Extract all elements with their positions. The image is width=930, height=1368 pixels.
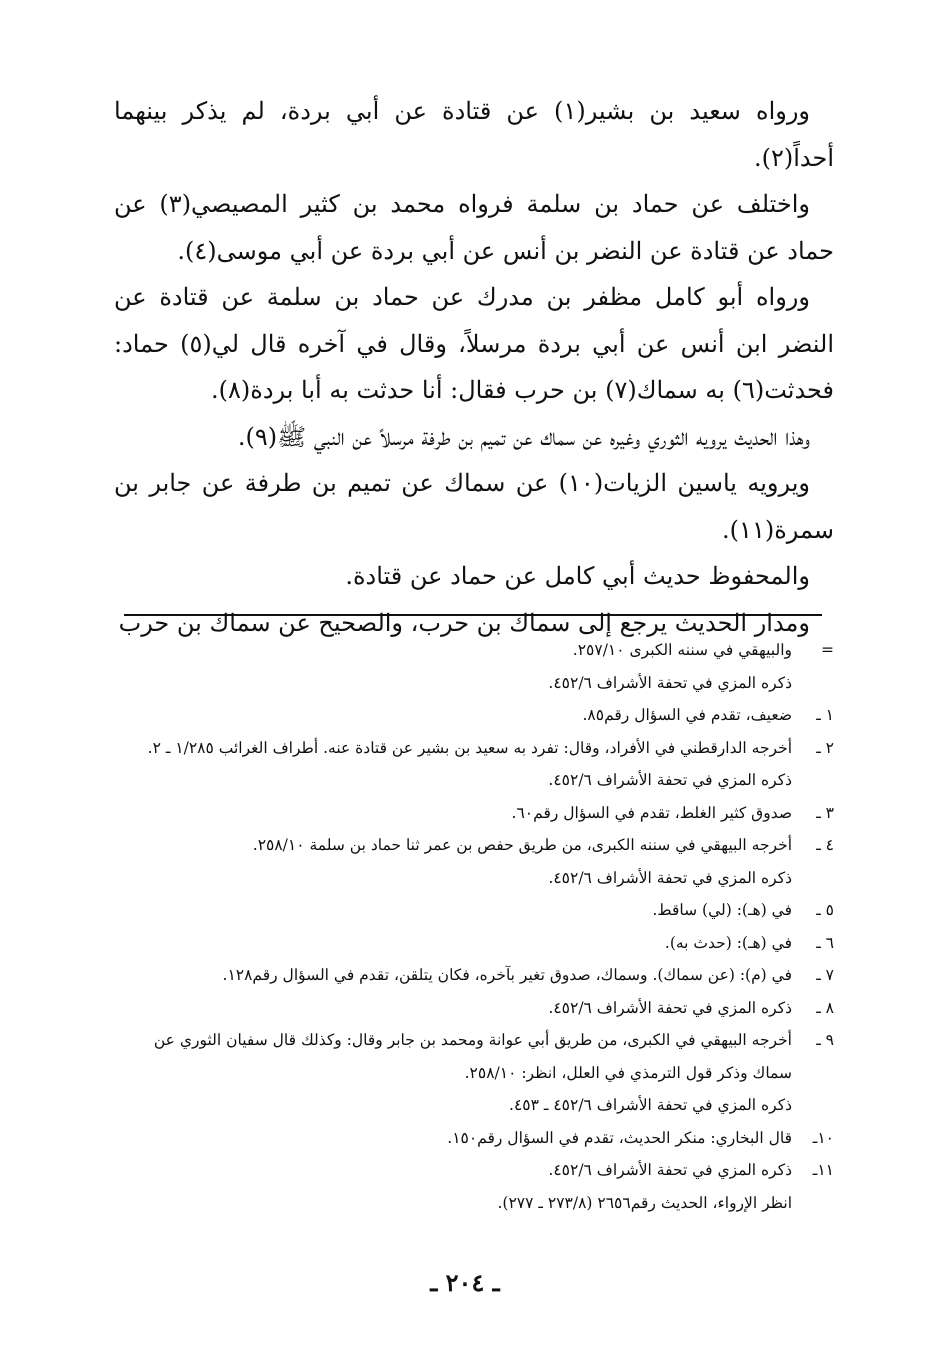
footnote-text: أخرجه البيهقي في الكبرى، من طريق أبي عوانة ومحمد بن جابر وقال: وكذلك قال سفيان الثوري عن سماك وذكر قول الترمذي في العلل، انظر: ٢٥٨/١٠. (153, 1031, 792, 1082)
footnote-text: ذكره المزي في تحفة الأشراف ٤٥٢/٦. (548, 998, 792, 1017)
paragraph: والمحفوظ حديث أبي كامل عن حماد عن قتادة. (345, 562, 810, 590)
footnote-9 (114, 1024, 834, 1089)
footnote-number: ١٠ـ (812, 1128, 834, 1147)
footnotes (114, 634, 834, 1219)
footnote-5 (114, 894, 834, 927)
page-number: ـ ٢٠٤ ـ (430, 1268, 500, 1297)
footnote-number: ٦ ـ (816, 933, 834, 952)
footnote-text: ضعيف، تقدم في السؤال رقم٨٥. (582, 706, 792, 724)
footnote-4 (114, 829, 834, 862)
footnote-1 (114, 699, 834, 732)
footnote-6 (114, 927, 834, 960)
paragraph: ورواه سعيد بن بشير(١) عن قتادة عن أبي بردة، لم يذكر بينهما أحداً(٢). (114, 97, 834, 172)
footnote-continued (114, 634, 834, 667)
footnote-line: ذكره المزي في تحفة الأشراف ٤٥٢/٦. (548, 771, 792, 789)
footnote-text: في (هـ): (حدث به). (664, 933, 792, 952)
main-text (114, 88, 834, 646)
footnote-2 (114, 732, 834, 765)
footnote-text: في (م): (عن سماك). وسماك، صدوق تغير بآخره، فكان يتلقن، تقدم في السؤال رقم١٢٨. (222, 966, 792, 984)
footnote-marker: = (821, 641, 834, 659)
footnote-11 (114, 1154, 834, 1187)
footnote-number: ٩ ـ (816, 1031, 834, 1049)
footnote-text: أخرجه البيهقي في سننه الكبرى، من طريق حفص بن عمر ثنا حماد بن سلمة ٢٥٨/١٠. (252, 836, 792, 854)
footnote-7 (114, 959, 834, 992)
footnote-text: صدوق كثير الغلط، تقدم في السؤال رقم٦٠. (511, 803, 792, 822)
footnote-number: ١١ـ (812, 1161, 834, 1179)
footnote-line: ذكره المزي في تحفة الأشراف ٤٥٢/٦. (548, 673, 792, 692)
footnote-number: ٢ ـ (816, 738, 834, 757)
footnote-text: أخرجه الدارقطني في الأفراد، وقال: تفرد به سعيد بن بشير عن قتادة عنه. أطراف الغرائب ١/٢٨٥ ـ ٢. (147, 738, 792, 757)
footnote-number: ٣ ـ (816, 803, 834, 822)
footnote-number: ٧ ـ (816, 966, 834, 984)
footnote-line: ذكره المزي في تحفة الأشراف ٤٥٢/٦. (548, 868, 792, 887)
footnote-number: ٤ ـ (816, 836, 834, 854)
footnote-number: ١ ـ (816, 706, 834, 724)
footnote-8 (114, 992, 834, 1025)
footnote-line: انظر الإرواء، الحديث رقم٢٦٥٦ (٢٧٣/٨ ـ ٢٧٧). (497, 1193, 792, 1212)
paragraph: ومدار الحديث يرجع إلى سماك بن حرب، والصحيح عن سماك بن حرب (118, 608, 810, 637)
footnote-text: قال البخاري: منكر الحديث، تقدم في السؤال رقم١٥٠. (447, 1128, 792, 1147)
footnote-text: ذكره المزي في تحفة الأشراف ٤٥٢/٦. (548, 1161, 792, 1179)
footnote-3 (114, 797, 834, 830)
footnote-line: ذكره المزي في تحفة الأشراف ٤٥٢/٦ ـ ٤٥٣. (509, 1096, 792, 1114)
paragraph: ورواه أبو كامل مظفر بن مدرك عن حماد بن سلمة عن قتادة عن النضر ابن أنس عن أبي بردة مرسلاً، وقال في آخره قال لي(٥) حماد: فحدثت(٦) به سماك(٧) بن حرب فقال: أنا حدثت به أبا بردة(٨). (114, 283, 834, 404)
footnote-number: ٨ ـ (816, 998, 834, 1017)
footnote-text: في (هـ): (لي) ساقط. (652, 901, 792, 919)
paragraph: واختلف عن حماد بن سلمة فرواه محمد بن كثير المصيصي(٣) عن حماد عن قتادة عن النضر بن أنس عن أبي بردة عن أبي موسى(٤). (114, 190, 834, 265)
footnote-separator (124, 614, 822, 616)
footnote-10 (114, 1122, 834, 1155)
paragraph: ويرويه ياسين الزيات(١٠) عن سماك عن تميم بن طرفة عن جابر بن سمرة(١١). (114, 469, 834, 544)
footnote-number: ٥ ـ (816, 901, 834, 919)
paragraph: وهذا الحديث يرويه الثوري وغيره عن سماك عن تميم بن طرفة مرسلاً عن النبي ﷺ(٩). (237, 422, 810, 451)
footnote-text: والبيهقي في سننه الكبرى ٢٥٧/١٠. (572, 641, 792, 659)
